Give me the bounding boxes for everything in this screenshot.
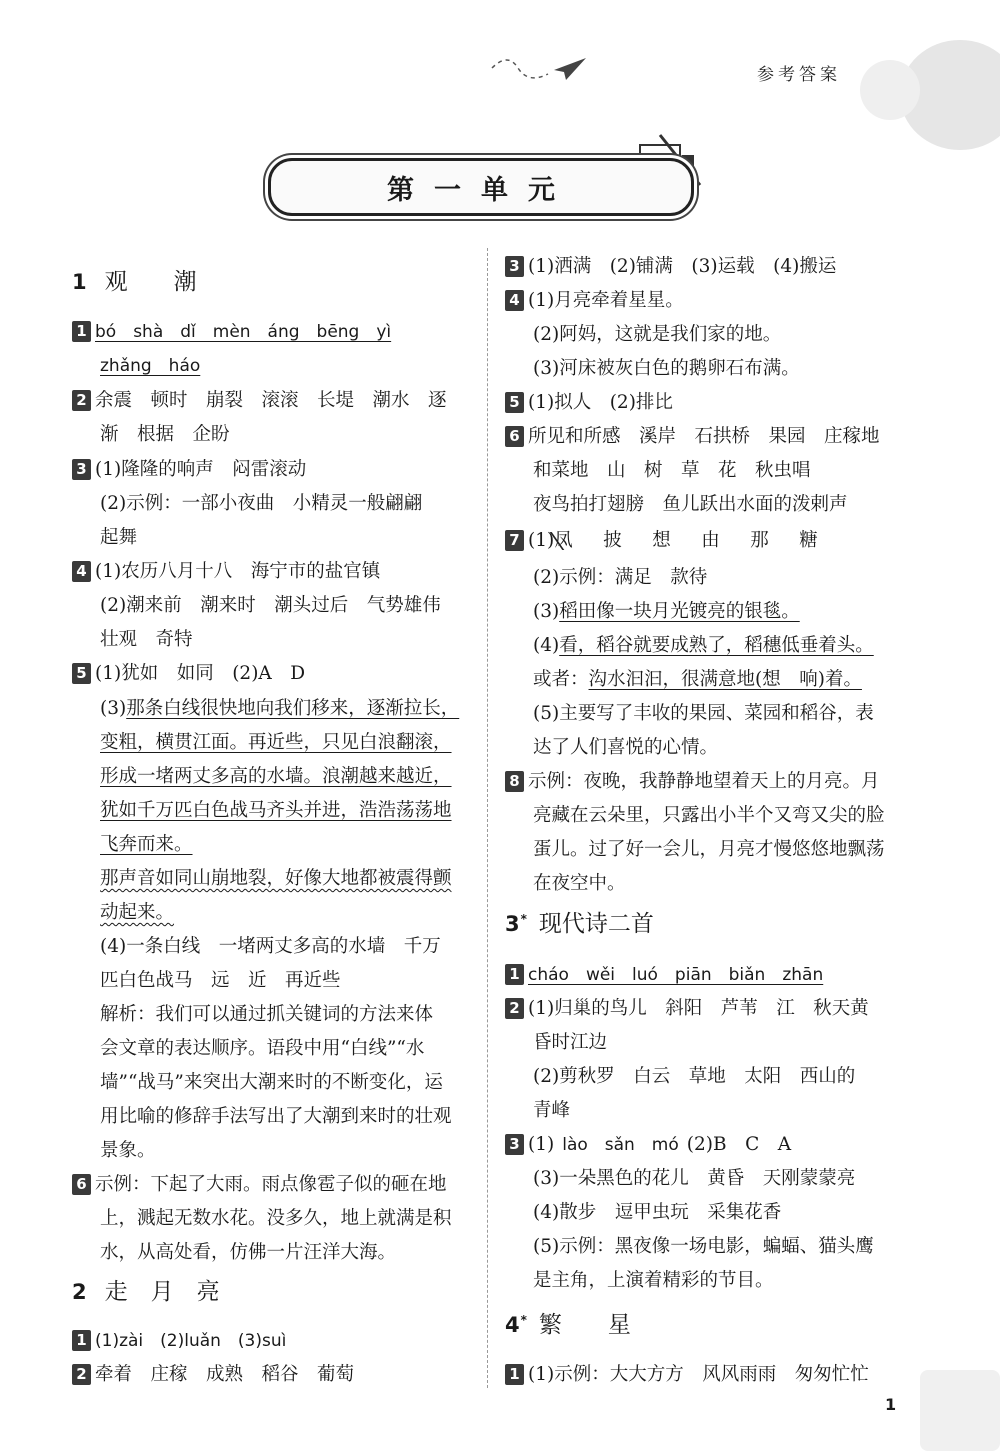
answer-line: 那声音如同山崩地裂，好像大地都被震得颤 bbox=[100, 868, 452, 889]
answer-line: 上，溅起无数水花。没多久，地上就满是积 bbox=[100, 1208, 452, 1229]
answer-line: 动起来。 bbox=[100, 902, 175, 923]
question-badge: 6 bbox=[505, 426, 524, 447]
answer-line: 用比喻的修辞手法写出了大潮到来时的壮观 bbox=[100, 1106, 452, 1127]
answer-line: 3 (1)洒满 (2)铺满 (3)运载 (4)搬运 bbox=[505, 252, 836, 278]
answer-line: 8 示例：夜晚，我静静地望着天上的月亮。月 bbox=[505, 767, 880, 793]
answer-line: 犹如千万匹白色战马齐头并进，浩浩荡荡地 bbox=[100, 800, 452, 821]
answer-line: 6 示例：下起了大雨。雨点像雹子似的砸在地 bbox=[72, 1170, 447, 1196]
answer-line: (2)阿妈，这就是我们家的地。 bbox=[533, 324, 782, 345]
question-badge: 1 bbox=[72, 321, 91, 342]
watermark-logo bbox=[920, 1370, 1000, 1451]
answer-line: 昏时江边 bbox=[533, 1032, 608, 1053]
answer-line: 会文章的表达顺序。语段中用“白线”“水 bbox=[100, 1038, 425, 1059]
question-badge: 4 bbox=[505, 290, 524, 311]
paper-plane-icon bbox=[488, 48, 588, 88]
question-badge: 3 bbox=[72, 459, 91, 480]
answer-line: 2 (1)归巢的鸟儿 斜阳 芦苇 江 秋天黄 bbox=[505, 994, 869, 1020]
answer-line: (3)河床被灰白色的鹅卵石布满。 bbox=[533, 358, 800, 379]
answer-line: 1 (1)zài (2)luǎn (3)suì bbox=[72, 1326, 286, 1351]
question-badge: 5 bbox=[72, 663, 91, 684]
answer-line: 或者：沟水汩汩，很满意地(想 响)着。 bbox=[533, 669, 862, 690]
answer-line: 是主角，上演着精彩的节目。 bbox=[533, 1270, 774, 1291]
answer-line: 形成一堵两丈多高的水墙。浪潮越来越近， bbox=[100, 766, 452, 787]
answer-line: (4)一条白线 一堵两丈多高的水墙 千万 bbox=[100, 936, 441, 957]
answer-line: 飞奔而来。 bbox=[100, 834, 193, 855]
answer-line: 渐 根据 企盼 bbox=[100, 424, 230, 445]
answer-key-tag: 参考答案 bbox=[757, 65, 841, 85]
answer-line: 在夜空中。 bbox=[533, 873, 626, 894]
answer-line: 7 (1)凤 披 想 由 那 糖 bbox=[505, 526, 824, 552]
answer-line: (2)潮来前 潮来时 潮头过后 气势雄伟 bbox=[100, 595, 441, 616]
answer-line: 达了人们喜悦的心情。 bbox=[533, 737, 719, 758]
answer-line: (3)稻田像一块月光镀亮的银毯。 bbox=[533, 601, 800, 622]
answer-line: 1 (1)示例：大大方方 风风雨雨 匆匆忙忙 bbox=[505, 1360, 869, 1386]
answer-line: (2)示例：一部小夜曲 小精灵一般翩翩 bbox=[100, 493, 423, 514]
question-badge: 2 bbox=[505, 998, 524, 1019]
question-badge: 7 bbox=[505, 530, 524, 551]
answer-line: (3)那条白线很快地向我们移来，逐渐拉长， bbox=[100, 698, 460, 719]
answer-line: 3 (1)隆隆的响声 闷雷滚动 bbox=[72, 455, 306, 481]
answer-line: 壮观 奇特 bbox=[100, 629, 193, 650]
answer-line: 亮藏在云朵里，只露出小半个又弯又尖的脸 bbox=[533, 805, 885, 826]
answer-line: 解析：我们可以通过抓关键词的方法来体 bbox=[100, 1004, 434, 1025]
answer-line: 2 牵着 庄稼 成熟 稻谷 葡萄 bbox=[72, 1360, 354, 1386]
question-badge: 2 bbox=[72, 1364, 91, 1385]
answer-line: (2)示例：满足 款待 bbox=[533, 567, 708, 588]
question-badge: 3 bbox=[505, 1134, 524, 1155]
question-badge: 8 bbox=[505, 771, 524, 792]
answer-line: 1 bó shà dǐ mèn áng bēng yì bbox=[72, 317, 391, 342]
lesson-1-heading: 1 观 潮 bbox=[72, 269, 197, 295]
column-divider bbox=[487, 248, 488, 1388]
answer-line: 水，从高处看，仿佛一片汪洋大海。 bbox=[100, 1242, 397, 1263]
answer-line: 起舞 bbox=[100, 527, 138, 548]
question-badge: 3 bbox=[505, 256, 524, 277]
answer-line: 1 cháo wěi luó piān biǎn zhān bbox=[505, 960, 823, 985]
answer-line: (4)散步 逗甲虫玩 采集花香 bbox=[533, 1202, 782, 1223]
question-badge: 1 bbox=[505, 964, 524, 985]
answer-line: (5)主要写了丰收的果园、菜园和稻谷，表 bbox=[533, 703, 874, 724]
answer-line: 变粗，横贯江面。再近些，只见白浪翻滚， bbox=[100, 732, 452, 753]
answer-line: 2 余震 顿时 崩裂 滚滚 长堤 潮水 逐 bbox=[72, 386, 447, 412]
answer-line: 3 (1) lào sǎn mó (2)B C A bbox=[505, 1130, 791, 1156]
answer-line: (4)看，稻谷就要成熟了，稻穗低垂着头。 bbox=[533, 635, 874, 656]
lesson-3-heading: 3 * 现代诗二首 bbox=[505, 911, 654, 937]
question-badge: 1 bbox=[72, 1330, 91, 1351]
answer-line: zhǎng háo bbox=[100, 356, 201, 376]
answer-line: 蛋儿。过了好一会儿，月亮才慢悠悠地飘荡 bbox=[533, 839, 885, 860]
answer-line: 青峰 bbox=[533, 1100, 571, 1121]
question-badge: 2 bbox=[72, 390, 91, 411]
answer-line: 夜鸟拍打翅膀 鱼儿跃出水面的泼剌声 bbox=[533, 494, 848, 515]
answer-line: 6 所见和所感 溪岸 石拱桥 果园 庄稼地 bbox=[505, 422, 880, 448]
question-badge: 5 bbox=[505, 392, 524, 413]
lesson-4-heading: 4 * 繁 星 bbox=[505, 1312, 631, 1338]
unit-title: 第一单元 bbox=[268, 158, 694, 216]
answer-line: 4 (1)农历八月十八 海宁市的盐官镇 bbox=[72, 557, 380, 583]
answer-line: (3)一朵黑色的花儿 黄昏 天刚蒙蒙亮 bbox=[533, 1168, 856, 1189]
lesson-2-heading: 2 走 月 亮 bbox=[72, 1279, 220, 1305]
answer-line: (5)示例：黑夜像一场电影，蝙蝠、猫头鹰 bbox=[533, 1236, 874, 1257]
answer-line: 4 (1)月亮牵着星星。 bbox=[505, 286, 684, 312]
question-badge: 1 bbox=[505, 1364, 524, 1385]
question-badge: 6 bbox=[72, 1174, 91, 1195]
page-number: 1 bbox=[885, 1395, 897, 1414]
answer-line: 5 (1)犹如 如同 (2)A D bbox=[72, 659, 305, 685]
answer-line: 和菜地 山 树 草 花 秋虫唱 bbox=[533, 460, 811, 481]
question-badge: 4 bbox=[72, 561, 91, 582]
crossed-out-characters: 凤 披 想 由 那 糖 bbox=[554, 530, 824, 551]
answer-line: 景象。 bbox=[100, 1140, 156, 1161]
answer-line: 5 (1)拟人 (2)排比 bbox=[505, 388, 673, 414]
answer-line: 匹白色战马 远 近 再近些 bbox=[100, 970, 341, 991]
answer-line: (2)剪秋罗 白云 草地 太阳 西山的 bbox=[533, 1066, 856, 1087]
answer-line: 墙”“战马”来突出大潮来时的不断变化，运 bbox=[100, 1072, 443, 1093]
header-decoration-circle-small bbox=[860, 60, 920, 120]
